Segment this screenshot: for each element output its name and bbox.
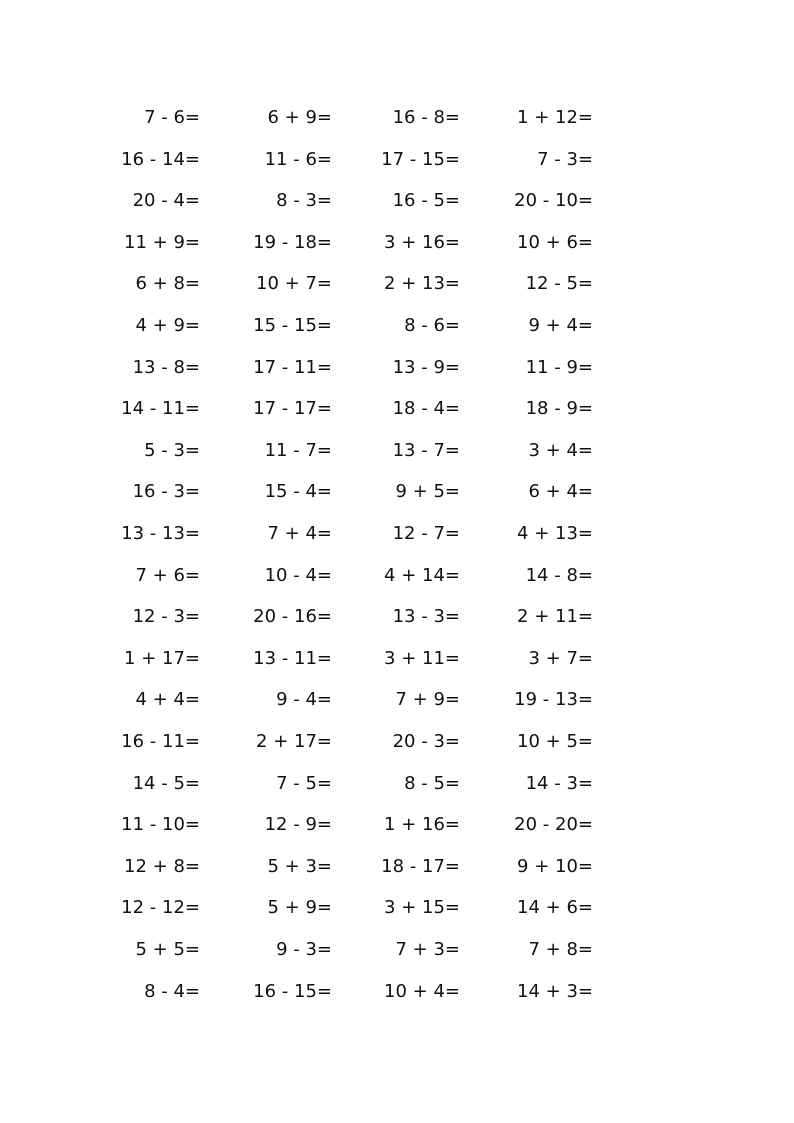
equation: 4 + 9= (135, 315, 200, 336)
equation: 7 + 3= (395, 939, 460, 960)
equation: 12 - 5= (525, 273, 593, 295)
equation: 13 - 8= (132, 356, 200, 378)
equation: 13 - 7= (392, 439, 460, 461)
equation: 10 + 4= (384, 980, 460, 1002)
equation: 13 - 3= (392, 606, 460, 628)
equation: 7 + 6= (135, 564, 200, 586)
equation: 11 - 10= (121, 814, 200, 836)
worksheet-row (0, 811, 794, 839)
worksheet-row (0, 187, 794, 215)
equation: 7 - 3= (537, 148, 593, 170)
equation: 4 + 4= (135, 689, 200, 711)
equation: 8 - 3= (276, 190, 332, 212)
equation: 14 - 11= (121, 398, 200, 420)
equation: 18 - 4= (392, 398, 460, 420)
equation: 7 - 5= (276, 772, 332, 794)
worksheet-row (0, 312, 794, 340)
equation: 20 - 20= (514, 814, 593, 836)
equation: 14 + 3= (517, 980, 593, 1002)
worksheet-row (0, 354, 794, 382)
equation: 12 - 3= (132, 606, 200, 628)
equation: 11 + 9= (124, 231, 200, 253)
equation: 15 - 4= (264, 481, 332, 503)
worksheet-row (0, 645, 794, 673)
equation: 10 + 7= (256, 273, 332, 295)
equation: 3 + 7= (528, 647, 593, 669)
equation: 10 - 4= (264, 564, 332, 586)
equation: 16 - 14= (121, 148, 200, 170)
worksheet-row (0, 520, 794, 548)
worksheet-row (0, 894, 794, 922)
equation: 9 + 5= (395, 481, 460, 503)
equation: 12 - 9= (264, 814, 332, 836)
equation: 8 - 5= (404, 772, 460, 794)
worksheet-row (0, 270, 794, 298)
equation: 5 + 5= (135, 939, 200, 960)
equation: 16 - 3= (132, 481, 200, 503)
equation: 2 + 11= (517, 606, 593, 628)
equation: 4 + 14= (384, 564, 460, 586)
worksheet-row (0, 770, 794, 798)
equation: 1 + 16= (384, 814, 460, 836)
equation: 7 + 4= (267, 523, 332, 544)
equation: 14 - 5= (132, 772, 200, 794)
equation: 12 + 8= (124, 855, 200, 877)
equation: 14 - 8= (525, 564, 593, 586)
equation: 5 + 9= (267, 897, 332, 919)
equation: 10 + 6= (517, 231, 593, 253)
equation: 14 - 3= (525, 772, 593, 794)
equation: 6 + 8= (135, 273, 200, 295)
equation: 16 - 15= (253, 980, 332, 1002)
equation: 9 + 4= (528, 315, 593, 336)
equation: 13 - 9= (392, 356, 460, 378)
equation: 8 - 4= (144, 980, 200, 1002)
equation: 7 + 8= (528, 939, 593, 960)
equation: 19 - 13= (514, 689, 593, 711)
equation: 2 + 17= (256, 731, 332, 752)
equation: 17 - 17= (253, 398, 332, 420)
equation: 9 - 3= (276, 939, 332, 960)
equation: 20 - 16= (253, 606, 332, 628)
equation: 14 + 6= (517, 897, 593, 919)
equation: 20 - 3= (392, 731, 460, 752)
worksheet-row (0, 395, 794, 423)
equation: 11 - 9= (525, 356, 593, 378)
equation: 2 + 13= (384, 273, 460, 295)
equation: 5 + 3= (267, 855, 332, 877)
worksheet-row (0, 936, 794, 964)
equation: 9 - 4= (276, 689, 332, 711)
worksheet-row (0, 853, 794, 881)
equation: 13 - 11= (253, 647, 332, 669)
equation: 3 + 15= (384, 897, 460, 919)
equation: 11 - 6= (264, 148, 332, 170)
equation: 18 - 9= (525, 398, 593, 420)
equation: 9 + 10= (517, 855, 593, 877)
equation: 11 - 7= (264, 439, 332, 461)
equation: 20 - 10= (514, 190, 593, 212)
worksheet-row (0, 728, 794, 756)
equation: 13 - 13= (121, 523, 200, 544)
equation: 16 - 5= (392, 190, 460, 212)
equation: 17 - 15= (381, 148, 460, 170)
worksheet-row (0, 437, 794, 465)
equation: 3 + 16= (384, 231, 460, 253)
equation: 12 - 12= (121, 897, 200, 919)
equation: 17 - 11= (253, 356, 332, 378)
worksheet-row (0, 603, 794, 631)
equation: 20 - 4= (132, 190, 200, 212)
equation: 18 - 17= (381, 855, 460, 877)
worksheet-row (0, 104, 794, 132)
equation: 7 + 9= (395, 689, 460, 711)
equation: 16 - 8= (392, 107, 460, 128)
equation: 6 + 4= (528, 481, 593, 503)
equation: 1 + 17= (124, 647, 200, 669)
worksheet-row (0, 562, 794, 590)
worksheet-row (0, 146, 794, 174)
equation: 1 + 12= (517, 107, 593, 128)
equation: 10 + 5= (517, 731, 593, 752)
equation: 7 - 6= (144, 107, 200, 128)
equation: 8 - 6= (404, 315, 460, 336)
worksheet-row (0, 478, 794, 506)
equation: 15 - 15= (253, 315, 332, 336)
equation: 5 - 3= (144, 439, 200, 461)
worksheet-row (0, 229, 794, 257)
equation: 6 + 9= (267, 107, 332, 128)
equation: 4 + 13= (517, 523, 593, 544)
equation: 12 - 7= (392, 523, 460, 544)
equation: 19 - 18= (253, 231, 332, 253)
equation: 16 - 11= (121, 731, 200, 752)
worksheet-row (0, 978, 794, 1006)
equation: 3 + 4= (528, 439, 593, 461)
worksheet-row (0, 686, 794, 714)
equation: 3 + 11= (384, 647, 460, 669)
